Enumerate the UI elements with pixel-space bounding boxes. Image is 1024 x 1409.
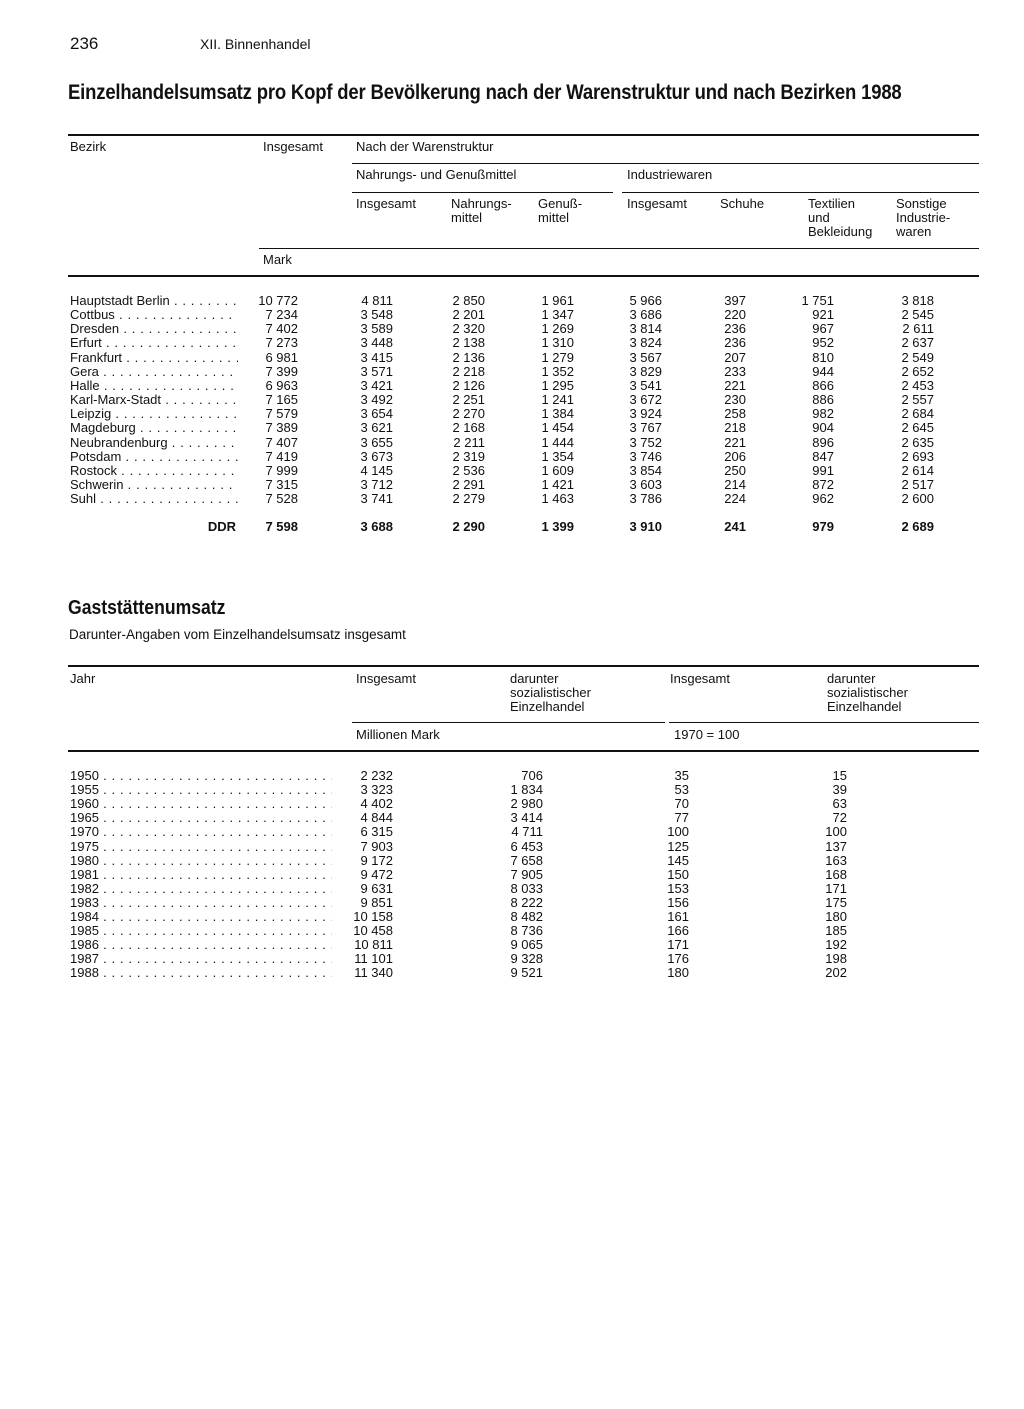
year-label: 1981 . . . — [70, 868, 332, 882]
table2-cell: 8 736 — [510, 923, 543, 939]
table1-row — [0, 436, 1024, 450]
table1-cell: 4 145 — [360, 462, 393, 478]
table2-cell: 10 158 — [353, 909, 393, 924]
table2-cell: 10 458 — [353, 923, 393, 939]
table1-total-cell: 1 399 — [541, 519, 574, 534]
table1-cell: 7 315 — [265, 476, 298, 492]
year-label: 1960 . . . — [70, 797, 332, 811]
table1-cell: 3 421 — [360, 377, 393, 393]
table1-cell: 944 — [812, 363, 834, 379]
table1-cell: 3 786 — [629, 491, 662, 507]
table1-cell: 1 295 — [541, 377, 574, 393]
year-label: 1982 . . . — [70, 882, 332, 896]
table1-cell: 221 — [724, 377, 746, 393]
table1-cell: 1 463 — [541, 491, 574, 507]
table1-header-nahrungsmittel: Nahrungs- mittel — [451, 196, 512, 225]
table2-cell: 8 482 — [510, 909, 543, 924]
table1-cell: 233 — [724, 363, 746, 379]
table2-cell: 125 — [667, 838, 689, 854]
table1-header-warenstruktur: Nach der Warenstruktur — [356, 139, 494, 154]
table2-cell: 198 — [825, 951, 847, 967]
table2-cell: 100 — [825, 824, 847, 840]
table1-row — [0, 450, 1024, 464]
year-label: 1987 . . . — [70, 952, 332, 966]
table1-cell: 2 126 — [452, 377, 485, 393]
table2-cell: 11 340 — [354, 965, 393, 981]
table1-cell: 2 684 — [901, 406, 934, 422]
table1-header-i-insgesamt: Insgesamt — [627, 196, 687, 211]
table1-cell: 921 — [812, 307, 834, 323]
bezirk-name: Neubrandenburg . . . — [70, 436, 238, 450]
table2-cell: 185 — [825, 923, 847, 939]
table1-header-schuhe: Schuhe — [720, 196, 765, 211]
bezirk-name: Schwerin . . . — [70, 478, 238, 492]
table2-cell: 100 — [667, 824, 689, 840]
table1-cell: 3 621 — [360, 420, 393, 436]
table1-cell: 3 448 — [360, 335, 393, 351]
table2-cell: 145 — [667, 852, 689, 868]
table1-cell: 3 752 — [629, 434, 662, 450]
table1-cell: 3 589 — [360, 321, 393, 337]
table1-cell: 2 611 — [902, 321, 934, 337]
table1-cell: 2 645 — [901, 420, 934, 436]
table1-cell: 2 279 — [452, 491, 485, 507]
table2-cell: 137 — [825, 838, 847, 854]
bezirk-name: Suhl . . . — [70, 492, 238, 506]
table1-cell: 207 — [724, 349, 746, 365]
table1-title: Einzelhandelsumsatz pro Kopf der Bevölkerung nach der Warenstruktur und nach Bezirken 1988 — [68, 80, 902, 104]
bezirk-name: Frankfurt . . . — [70, 351, 238, 365]
table1-cell: 847 — [812, 448, 834, 464]
table1-header-unit: Mark — [263, 252, 292, 267]
table1-header-insgesamt: Insgesamt — [263, 139, 323, 154]
table2-cell: 2 232 — [360, 768, 393, 783]
table1-cell: 236 — [724, 335, 746, 351]
year-label: 1986 . . . — [70, 938, 332, 952]
table1-cell: 1 454 — [541, 420, 574, 436]
table2-row — [0, 896, 1024, 910]
table1-total-cell: 241 — [724, 519, 746, 534]
year-label: 1988 . . . — [70, 966, 332, 980]
table1-total-cell: 7 598 — [265, 519, 298, 534]
table1-row — [0, 379, 1024, 393]
bezirk-name: Erfurt . . . — [70, 336, 238, 350]
table1-cell: 952 — [812, 335, 834, 351]
table2-cell: 39 — [832, 782, 847, 798]
table1-cell: 1 444 — [541, 434, 574, 450]
table2-cell: 63 — [832, 796, 847, 812]
table2-cell: 4 711 — [511, 824, 543, 840]
table2-row — [0, 868, 1024, 882]
table2-cell: 4 844 — [360, 810, 393, 826]
table1-cell: 4 811 — [361, 293, 393, 308]
table1-total-cell: 2 689 — [901, 519, 934, 534]
table1-cell: 5 966 — [629, 293, 662, 308]
table2-cell: 6 453 — [510, 838, 543, 854]
table1-cell: 7 389 — [265, 420, 298, 436]
bezirk-name: Karl-Marx-Stadt . . . — [70, 393, 238, 407]
table2-subtitle: Darunter-Angaben vom Einzelhandelsumsatz insgesamt — [69, 627, 406, 642]
table1-row — [0, 393, 1024, 407]
table2-cell: 168 — [825, 866, 847, 882]
table2-cell: 72 — [832, 810, 847, 826]
table1-header-genussmittel: Genuß- mittel — [538, 196, 583, 225]
table1-cell: 2 600 — [901, 491, 934, 507]
table1-cell: 6 981 — [265, 349, 298, 365]
table2-row — [0, 811, 1024, 825]
table1-row — [0, 308, 1024, 322]
table1-cell: 7 579 — [265, 406, 298, 422]
table1-cell: 7 407 — [265, 434, 298, 450]
table1-cell: 2 320 — [452, 321, 485, 337]
table2-cell: 53 — [674, 782, 689, 798]
table1-cell: 10 772 — [258, 293, 298, 308]
table2-title: Gaststättenumsatz — [68, 597, 226, 619]
table1-cell: 3 818 — [901, 293, 934, 308]
table1-cell: 7 528 — [265, 491, 298, 507]
table1-cell: 221 — [724, 434, 746, 450]
bezirk-name: Cottbus . . . — [70, 308, 238, 322]
table1-top-rule — [68, 134, 979, 136]
table1-cell: 2 614 — [901, 462, 934, 478]
table1-header-textilien: Textilien und Bekleidung — [808, 196, 873, 239]
table2-header-unit-index: 1970 = 100 — [674, 727, 740, 742]
table1-cell: 2 136 — [452, 349, 485, 365]
table1-cell: 2 652 — [901, 363, 934, 379]
table2-cell: 180 — [825, 909, 847, 924]
table2-cell: 9 851 — [360, 894, 393, 910]
bezirk-name: Halle . . . — [70, 379, 238, 393]
table1-cell: 7 402 — [265, 321, 298, 337]
table1-cell: 2 211 — [453, 434, 485, 450]
table1-cell: 3 686 — [629, 307, 662, 323]
table2-cell: 175 — [825, 894, 847, 910]
year-label: 1985 . . . — [70, 924, 332, 938]
table1-row — [0, 294, 1024, 308]
table1-cell: 1 384 — [541, 406, 574, 422]
table1-row — [0, 464, 1024, 478]
bezirk-name: Hauptstadt Berlin . . . — [70, 294, 238, 308]
table1-row — [0, 407, 1024, 421]
table2-cell: 9 172 — [360, 852, 393, 868]
table1-rule-unit — [259, 248, 979, 249]
bezirk-name: Leipzig . . . — [70, 407, 238, 421]
table1-cell: 2 635 — [901, 434, 934, 450]
table2-row — [0, 769, 1024, 783]
table1-cell: 991 — [812, 462, 834, 478]
table2-cell: 8 222 — [510, 894, 543, 910]
table2-row — [0, 952, 1024, 966]
table1-cell: 2 850 — [452, 293, 485, 308]
bezirk-name: Magdeburg . . . — [70, 421, 238, 435]
table2-row — [0, 910, 1024, 924]
table2-cell: 3 323 — [360, 782, 393, 798]
table1-row — [0, 336, 1024, 350]
year-label: 1950 . . . — [70, 769, 332, 783]
table1-cell: 218 — [724, 420, 746, 436]
table2-cell: 7 658 — [510, 852, 543, 868]
table1-rule-nahrung — [352, 192, 613, 193]
table1-cell: 206 — [724, 448, 746, 464]
table1-total-cell: 3 910 — [629, 519, 662, 534]
table1-cell: 2 453 — [901, 377, 934, 393]
bezirk-name: Rostock . . . — [70, 464, 238, 478]
table1-cell: 3 741 — [360, 491, 393, 507]
table1-cell: 1 269 — [541, 321, 574, 337]
table1-cell: 3 746 — [629, 448, 662, 464]
table1-total-row — [0, 520, 1024, 534]
table2-row — [0, 882, 1024, 896]
table1-header-industrie-group: Industriewaren — [627, 167, 713, 182]
table1-cell: 250 — [724, 462, 746, 478]
year-label: 1975 . . . — [70, 840, 332, 854]
table1-cell: 1 609 — [541, 462, 574, 478]
table1-cell: 2 549 — [901, 349, 934, 365]
table2-cell: 192 — [825, 937, 847, 953]
table1-cell: 3 492 — [360, 392, 393, 408]
table1-total-cell: 3 688 — [360, 519, 393, 534]
table1-header-bezirk: Bezirk — [70, 139, 107, 154]
table2-header-insgesamt-index: Insgesamt — [670, 671, 730, 686]
table2-rule-index — [669, 722, 979, 723]
table1-cell: 2 251 — [452, 392, 485, 408]
table2-row — [0, 938, 1024, 952]
table2-header-insgesamt: Insgesamt — [356, 671, 416, 686]
table2-row — [0, 854, 1024, 868]
table2-cell: 9 631 — [360, 880, 393, 896]
table1-cell: 6 963 — [265, 377, 298, 393]
table1-cell: 3 854 — [629, 462, 662, 478]
table2-cell: 161 — [667, 909, 689, 924]
table2-cell: 150 — [667, 866, 689, 882]
table2-header-jahr: Jahr — [70, 671, 96, 686]
table2-cell: 706 — [521, 768, 543, 783]
table2-row — [0, 797, 1024, 811]
page-number: 236 — [70, 34, 99, 53]
table1-cell: 7 419 — [265, 448, 298, 464]
table2-cell: 7 903 — [360, 838, 393, 854]
total-label: DDR — [207, 519, 236, 534]
table1-cell: 3 567 — [629, 349, 662, 365]
table2-cell: 3 414 — [510, 810, 543, 826]
table1-cell: 1 354 — [541, 448, 574, 464]
table1-cell: 866 — [812, 377, 834, 393]
table1-cell: 967 — [812, 321, 834, 337]
table1-cell: 3 673 — [360, 448, 393, 464]
table1-cell: 904 — [812, 420, 834, 436]
bezirk-name: Gera . . . — [70, 365, 238, 379]
table1-cell: 2 270 — [452, 406, 485, 422]
table1-cell: 2 536 — [452, 462, 485, 478]
table2-cell: 9 472 — [360, 866, 393, 882]
table2-cell: 4 402 — [360, 796, 393, 812]
table1-cell: 1 421 — [541, 476, 574, 492]
table1-row — [0, 492, 1024, 506]
table2-rule-mio — [352, 722, 665, 723]
table1-cell: 886 — [812, 392, 834, 408]
table2-cell: 176 — [667, 951, 689, 967]
table1-cell: 220 — [724, 307, 746, 323]
table2-header-darunter-index: darunter sozialistischer Einzelhandel — [827, 671, 908, 714]
table1-cell: 3 571 — [360, 363, 393, 379]
table2-cell: 153 — [667, 880, 689, 896]
table2-cell: 163 — [825, 852, 847, 868]
table1-cell: 2 545 — [901, 307, 934, 323]
table1-cell: 2 168 — [452, 420, 485, 436]
table2-row — [0, 783, 1024, 797]
table2-header-unit-mio: Millionen Mark — [356, 727, 440, 742]
table1-cell: 230 — [724, 392, 746, 408]
table1-cell: 1 241 — [541, 392, 574, 408]
table1-cell: 3 924 — [629, 406, 662, 422]
table1-cell: 2 637 — [901, 335, 934, 351]
table2-cell: 171 — [825, 880, 847, 896]
year-label: 1955 . . . — [70, 783, 332, 797]
table1-cell: 3 814 — [629, 321, 662, 337]
table2-cell: 10 811 — [354, 937, 393, 953]
year-label: 1984 . . . — [70, 910, 332, 924]
table1-cell: 7 999 — [265, 462, 298, 478]
table1-cell: 962 — [812, 491, 834, 507]
table1-cell: 3 654 — [360, 406, 393, 422]
table2-cell: 2 980 — [510, 796, 543, 812]
table2-cell: 166 — [667, 923, 689, 939]
table1-cell: 2 201 — [452, 307, 485, 323]
table1-cell: 7 399 — [265, 363, 298, 379]
table1-row — [0, 478, 1024, 492]
table1-cell: 224 — [724, 491, 746, 507]
table1-cell: 3 824 — [629, 335, 662, 351]
year-label: 1970 . . . — [70, 825, 332, 839]
table1-cell: 2 291 — [452, 476, 485, 492]
table1-row — [0, 351, 1024, 365]
table2-cell: 77 — [674, 810, 689, 826]
table1-header-sonstige: Sonstige Industrie- waren — [896, 196, 951, 239]
table2-top-rule — [68, 665, 979, 667]
table1-cell: 2 693 — [901, 448, 934, 464]
table2-row — [0, 924, 1024, 938]
table2-cell: 1 834 — [510, 782, 543, 798]
table1-cell: 7 165 — [265, 392, 298, 408]
table2-cell: 15 — [832, 768, 847, 783]
year-label: 1983 . . . — [70, 896, 332, 910]
table2-cell: 9 521 — [510, 965, 543, 981]
table1-cell: 810 — [812, 349, 834, 365]
table1-cell: 2 517 — [901, 476, 934, 492]
table2-header-darunter: darunter sozialistischer Einzelhandel — [510, 671, 591, 714]
table1-cell: 1 347 — [541, 307, 574, 323]
table1-cell: 3 541 — [629, 377, 662, 393]
table2-cell: 70 — [674, 796, 689, 812]
table1-cell: 1 279 — [541, 349, 574, 365]
table1-cell: 236 — [724, 321, 746, 337]
table2-cell: 9 328 — [510, 951, 543, 967]
table1-cell: 2 319 — [452, 448, 485, 464]
table2-cell: 35 — [674, 768, 689, 783]
table1-row — [0, 365, 1024, 379]
table1-cell: 3 655 — [360, 434, 393, 450]
table1-cell: 3 767 — [629, 420, 662, 436]
table1-total-cell: 979 — [812, 519, 834, 534]
table1-total-cell: 2 290 — [452, 519, 485, 534]
table2-cell: 171 — [667, 937, 689, 953]
table2-row — [0, 966, 1024, 980]
table1-cell: 3 672 — [629, 392, 662, 408]
table2-header-bottom-rule — [68, 750, 979, 752]
table2-cell: 202 — [825, 965, 847, 981]
table1-cell: 3 603 — [629, 476, 662, 492]
table1-cell: 872 — [812, 476, 834, 492]
bezirk-name: Dresden . . . — [70, 322, 238, 336]
table1-cell: 3 415 — [360, 349, 393, 365]
year-label: 1965 . . . — [70, 811, 332, 825]
table2-cell: 6 315 — [360, 824, 393, 840]
table1-header-nahrung-group: Nahrungs- und Genußmittel — [356, 167, 517, 182]
table1-cell: 1 310 — [541, 335, 574, 351]
table2-cell: 8 033 — [510, 880, 543, 896]
chapter-title: XII. Binnenhandel — [200, 36, 311, 52]
table1-cell: 1 352 — [541, 363, 574, 379]
table1-cell: 1 961 — [541, 293, 574, 308]
table1-row — [0, 421, 1024, 435]
table1-rule-industrie — [622, 192, 979, 193]
table2-row — [0, 825, 1024, 839]
table2-cell: 9 065 — [510, 937, 543, 953]
table1-cell: 2 218 — [452, 363, 485, 379]
table1-cell: 7 234 — [265, 307, 298, 323]
bezirk-name: Potsdam . . . — [70, 450, 238, 464]
table1-header-n-insgesamt: Insgesamt — [356, 196, 416, 211]
table1-cell: 3 712 — [360, 476, 393, 492]
table1-cell: 982 — [812, 406, 834, 422]
year-label: 1980 . . . — [70, 854, 332, 868]
table1-cell: 397 — [724, 293, 746, 308]
table1-header-bottom-rule — [68, 275, 979, 277]
table1-cell: 3 829 — [629, 363, 662, 379]
table2-cell: 11 101 — [354, 951, 393, 967]
table2-row — [0, 840, 1024, 854]
table1-cell: 3 548 — [360, 307, 393, 323]
table1-row — [0, 322, 1024, 336]
table1-cell: 2 138 — [452, 335, 485, 351]
table1-cell: 214 — [724, 476, 746, 492]
table1-cell: 896 — [812, 434, 834, 450]
table2-cell: 180 — [667, 965, 689, 981]
table1-cell: 2 557 — [901, 392, 934, 408]
table2-cell: 7 905 — [510, 866, 543, 882]
table2-cell: 156 — [667, 894, 689, 910]
table1-cell: 1 751 — [801, 293, 834, 308]
table1-cell: 258 — [724, 406, 746, 422]
table1-cell: 7 273 — [265, 335, 298, 351]
table1-rule-group — [352, 163, 979, 164]
